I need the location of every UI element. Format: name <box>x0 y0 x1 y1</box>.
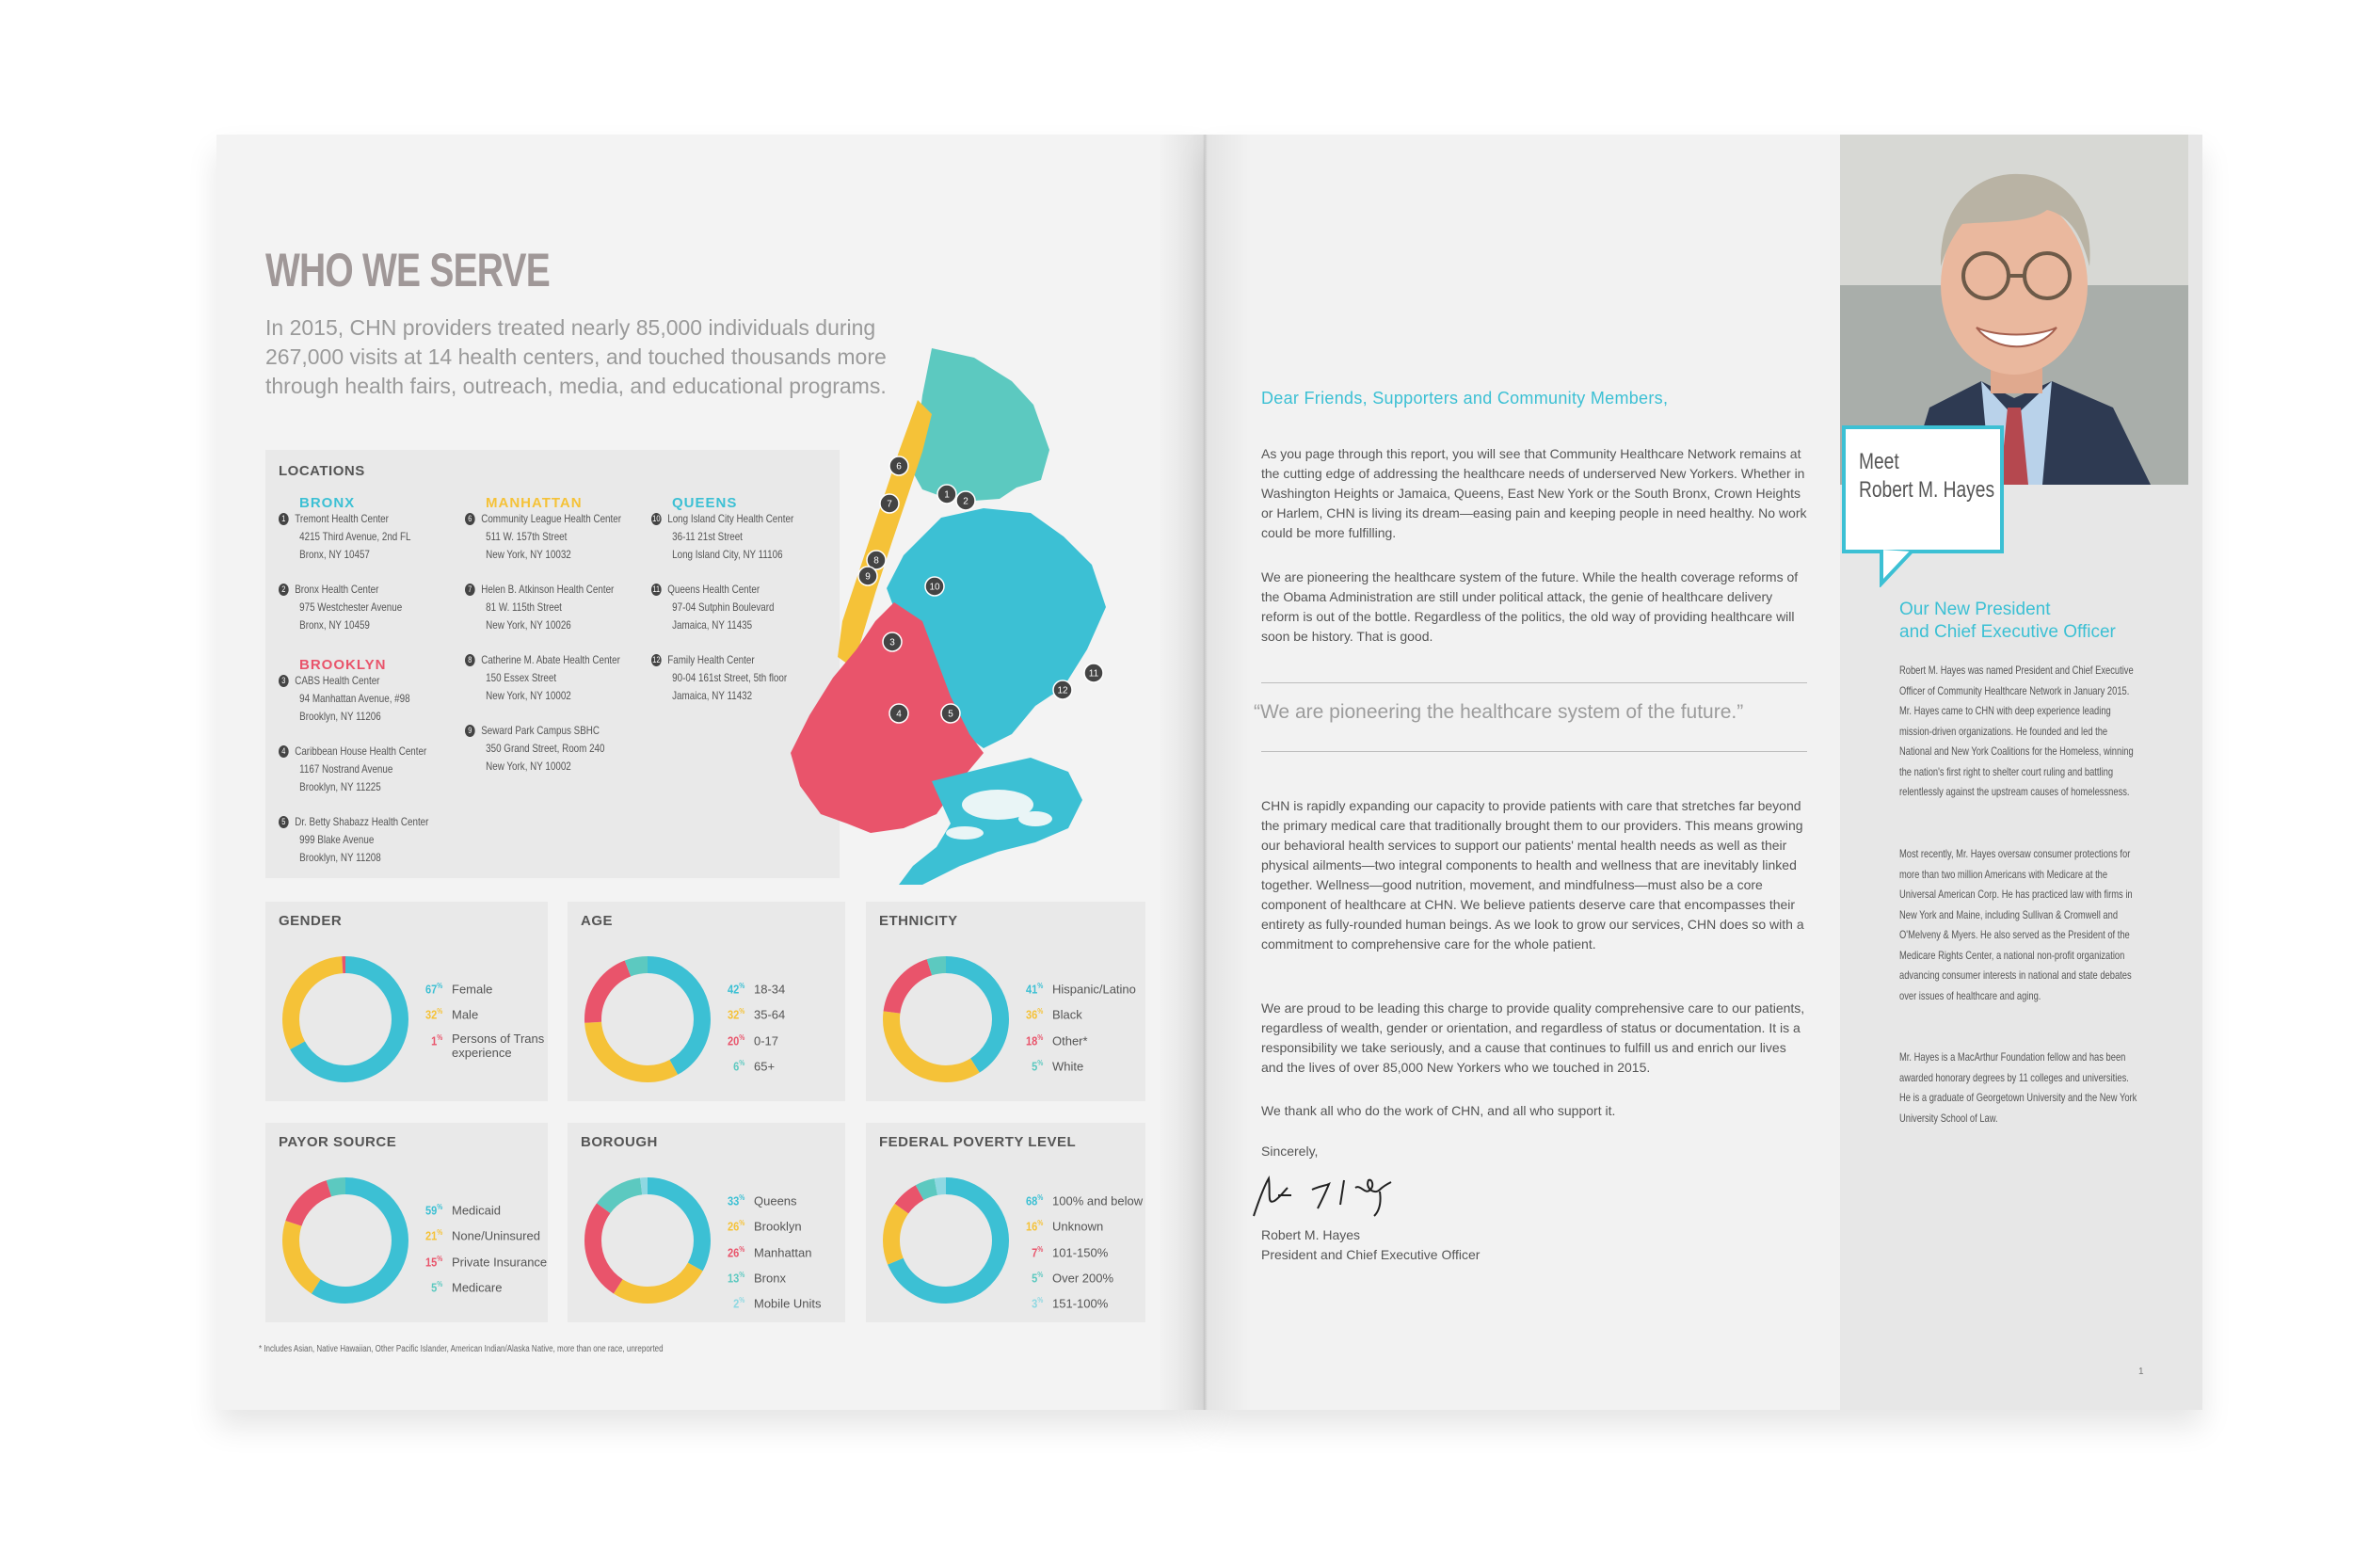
location-address-line: New York, NY 10002 <box>486 689 571 702</box>
legend-label: Manhattan <box>754 1244 812 1259</box>
legend-item <box>1024 1289 1143 1315</box>
callout-line-2: Robert M. Hayes <box>1859 477 1995 503</box>
location-address-line: Brooklyn, NY 11206 <box>299 710 381 723</box>
legend-label: Female <box>452 982 493 997</box>
map-marker-label: 5 <box>948 709 953 720</box>
legend-label: Black <box>1052 1007 1082 1022</box>
location-name: Community League Health Center <box>481 512 621 525</box>
legend-label: Unknown <box>1052 1219 1104 1234</box>
map-marker-label: 10 <box>929 582 940 593</box>
legend-label: Other* <box>1052 1032 1088 1048</box>
legend-label: Private Insurance <box>452 1254 548 1269</box>
sidebar-paragraph-1: Robert M. Hayes was named President and Chief Executive Officer of Community Healthcare Network in January 2015. Mr. Hayes came to CHN with deep experience leading mission-driven organizations. He founded and led the National and New York Coalitions for the Homeless, winning the nation's first right to shelter court ruling and battling relentlessly against the upstream causes of homelessness. <box>1899 664 2134 798</box>
location-address-line: 975 Westchester Avenue <box>299 600 403 614</box>
legend-value: 1% <box>431 1032 443 1048</box>
legend-label: 100% and below <box>1052 1193 1144 1208</box>
location-entry <box>465 510 621 564</box>
location-number: 12 <box>652 655 661 664</box>
location-name: CABS Health Center <box>295 674 380 687</box>
location-number: 4 <box>279 745 289 758</box>
location-address-line: Jamaica, NY 11432 <box>672 689 753 702</box>
location-address-line: 36-11 21st Street <box>672 530 743 543</box>
stat-box-ethnicity <box>866 902 1145 1101</box>
map-marker-label: 8 <box>873 555 879 567</box>
location-number: 10 <box>652 514 661 523</box>
legend-label: Mobile Units <box>754 1296 822 1311</box>
legend-item <box>424 1222 547 1247</box>
signer-title: President and Chief Executive Officer <box>1261 1247 1481 1262</box>
legend-item <box>726 1052 785 1078</box>
location-name: Catherine M. Abate Health Center <box>481 653 620 666</box>
location-number: 1 <box>279 513 289 525</box>
location-number: 7 <box>465 584 475 596</box>
locations-heading: LOCATIONS <box>279 463 365 479</box>
location-entry <box>279 813 428 867</box>
location-name: Bronx Health Center <box>295 583 379 596</box>
location-number: 2 <box>279 584 289 596</box>
donut-chart-gender <box>275 949 416 1090</box>
legend-value: 68% <box>1025 1193 1044 1208</box>
letter-paragraph-2: We are pioneering the healthcare system of the future. While the health coverage reforms of the Obama Administration are still under political attack, the genie of healthcare delivery reform is out of the bottle. Regardless of the politics, the old way of providing healthcare will soon be history. That is good. <box>1261 569 1799 644</box>
map-marker-label: 3 <box>889 637 895 648</box>
location-entry <box>651 651 787 705</box>
location-address-line: 90-04 161st Street, 5th floor <box>672 671 788 684</box>
legend-item <box>424 1000 555 1026</box>
chart-legend <box>726 975 785 1078</box>
stat-title: FEDERAL POVERTY LEVEL <box>879 1134 1077 1150</box>
location-name: Dr. Betty Shabazz Health Center <box>295 815 429 828</box>
location-address-line: 999 Blake Avenue <box>299 833 375 846</box>
location-entry <box>651 510 793 564</box>
location-address-line: 150 Essex Street <box>486 671 557 684</box>
map-marker-label: 7 <box>887 499 892 510</box>
quote-rule-top <box>1261 682 1807 683</box>
location-number: 9 <box>465 725 475 737</box>
legend-label: Over 200% <box>1052 1271 1114 1286</box>
map-marker-label: 4 <box>896 709 902 720</box>
location-name: Tremont Health Center <box>295 512 389 525</box>
location-address-line: 94 Manhattan Avenue, #98 <box>299 692 410 705</box>
legend-label: Medicaid <box>452 1203 502 1218</box>
stat-title: ETHNICITY <box>879 913 958 929</box>
map-marker-label: 1 <box>944 489 950 501</box>
location-number: 11 <box>652 584 661 594</box>
location-entry <box>279 510 411 564</box>
location-address-line: New York, NY 10002 <box>486 760 571 773</box>
donut-chart-ethnicity <box>875 949 1016 1090</box>
location-entry <box>279 672 410 726</box>
legend-item <box>1024 1212 1143 1238</box>
letter-salutation: Dear Friends, Supporters and Community Members, <box>1261 389 1669 408</box>
map-marker-label: 11 <box>1088 668 1099 680</box>
legend-value: 20% <box>727 1032 745 1048</box>
legend-value: 33% <box>727 1193 745 1208</box>
location-number: 3 <box>279 675 289 687</box>
legend-label: 0-17 <box>754 1032 779 1048</box>
stat-title: PAYOR SOURCE <box>279 1134 397 1150</box>
letter-paragraph-3: CHN is rapidly expanding our capacity to provide patients with care that stretches far beyond the primary medical care that traditionally brought them to our providers. This means growing our behavioral health services to support our patients' mental health needs as well as their physical ailments—two integral components to health and wellness that are inevitably linked together. Wellness—good nutrition, movement, and mindfulness—must also be a core component of healthcare at CHN. We believe patients deserve care that encompasses their entirety as fully-rounded human beings. As we look to grow our services, CHN does so with a commitment to comprehensive care for the whole patient. <box>1261 798 1804 952</box>
legend-value: 2% <box>733 1296 745 1311</box>
legend-item <box>726 1000 785 1026</box>
legend-item <box>726 1289 822 1315</box>
location-address-line: 97-04 Sutphin Boulevard <box>672 600 775 614</box>
letter-closing: Sincerely, <box>1261 1144 1319 1159</box>
location-name: Queens Health Center <box>667 583 760 596</box>
legend-value: 15% <box>424 1254 443 1269</box>
legend-item <box>726 1027 785 1052</box>
footnote: * Includes Asian, Native Hawaiian, Other Pacific Islander, American Indian/Alaska Native, more than one race, unreported <box>259 1344 664 1354</box>
legend-value: 16% <box>1025 1219 1044 1234</box>
borough-heading: BROOKLYN <box>299 657 387 673</box>
borough-heading: QUEENS <box>672 495 738 511</box>
location-address-line: 511 W. 157th Street <box>486 530 568 543</box>
location-address-line: 1167 Nostrand Avenue <box>299 762 393 776</box>
stat-title: AGE <box>581 913 614 929</box>
legend-value: 3% <box>1032 1296 1044 1311</box>
legend-item <box>726 1264 822 1289</box>
chart-legend <box>1024 1187 1143 1316</box>
location-address-line: 350 Grand Street, Room 240 <box>486 742 605 755</box>
sidebar-heading-line-2: and Chief Executive Officer <box>1899 622 2116 642</box>
stat-box-payor <box>265 1123 548 1322</box>
legend-value: 42% <box>727 982 745 997</box>
stat-box-age <box>568 902 845 1101</box>
legend-label: Persons of Trans experience <box>452 1031 545 1060</box>
legend-label: 35-64 <box>754 1007 786 1022</box>
letter-paragraph-1: As you page through this report, you will see that Community Healthcare Network remains at the cutting edge of addressing the healthcare needs of underserved New Yorkers. Whether in Washington Heights or Jamaica, Queens, East New York or the South Bronx, Crown Heights or Harlem, CHN is living its dream—easing pain and keeping people in need healthy. No work could be more fulfilling. <box>1261 446 1807 540</box>
location-entry <box>279 743 426 796</box>
legend-value: 18% <box>1025 1032 1044 1048</box>
legend-value: 41% <box>1025 982 1044 997</box>
borough-heading: MANHATTAN <box>486 495 583 511</box>
legend-value: 26% <box>727 1244 745 1259</box>
map-marker-label: 6 <box>896 461 902 472</box>
letter-paragraph-5: We thank all who do the work of CHN, and all who support it. <box>1261 1103 1616 1118</box>
chart-legend <box>726 1187 822 1316</box>
location-name: Helen B. Atkinson Health Center <box>481 583 615 596</box>
map-marker-label: 12 <box>1057 685 1068 696</box>
legend-label: White <box>1052 1059 1084 1074</box>
legend-item <box>1024 1187 1143 1212</box>
location-address-line: New York, NY 10026 <box>486 618 571 632</box>
sidebar-paragraph-2: Most recently, Mr. Hayes oversaw consumer protections for more than two million Americans with Medicare at the Universal American Corp. He has practiced law with firms in New York and Maine, including Sullivan & Cromwell and O'Melveny & Myers. He also served as the President of the Medicare Rights Center, a national non-profit organization advancing consumer interests in national and state debates over issues of healthcare and aging. <box>1899 847 2133 1002</box>
location-name: Long Island City Health Center <box>667 512 794 525</box>
location-entry <box>465 581 614 634</box>
location-address-line: 81 W. 115th Street <box>486 600 562 614</box>
location-name: Caribbean House Health Center <box>295 744 427 758</box>
quote-rule-bottom <box>1261 751 1807 752</box>
donut-chart-borough <box>577 1170 718 1311</box>
letter-paragraph-4: We are proud to be leading this charge to provide quality comprehensive care to our patients, regardless of wealth, gender or orientation, and regardless of status or documentation. It is a responsibility we take seriously, and a cause that continues to fulfill us and enrich our lives and the lives of over 85,000 New Yorkers who we touched in 2015. <box>1261 1000 1805 1075</box>
legend-item <box>1024 1052 1136 1078</box>
stat-box-borough <box>568 1123 845 1322</box>
legend-value: 36% <box>1025 1007 1044 1022</box>
legend-value: 67% <box>424 982 443 997</box>
location-address-line: Bronx, NY 10459 <box>299 618 370 632</box>
sidebar-heading <box>1899 599 2116 644</box>
map-bronx <box>913 348 1049 501</box>
legend-item <box>424 975 555 1000</box>
legend-label: Male <box>452 1007 479 1022</box>
meet-callout <box>1842 425 2004 553</box>
legend-value: 5% <box>1032 1058 1044 1074</box>
signature <box>1250 1167 1429 1224</box>
donut-chart-fpl <box>875 1170 1016 1311</box>
legend-label: 101-150% <box>1052 1244 1109 1259</box>
legend-item <box>424 1248 547 1273</box>
intro-text: In 2015, CHN providers treated nearly 85,000 individuals during 267,000 visits at 14 health centers, and touched thousands more through health fairs, outreach, media, and educational programs. <box>265 315 887 398</box>
stat-box-gender <box>265 902 548 1101</box>
page-title: WHO WE SERVE <box>265 244 550 296</box>
stat-box-fpl <box>866 1123 1145 1322</box>
legend-value: 13% <box>727 1270 745 1286</box>
location-address-line: Jamaica, NY 11435 <box>672 618 753 632</box>
location-entry <box>651 581 774 634</box>
legend-value: 26% <box>727 1219 745 1234</box>
map-marker-label: 9 <box>865 571 871 583</box>
location-entry <box>279 581 402 634</box>
legend-item <box>1024 1239 1143 1264</box>
legend-label: Brooklyn <box>754 1219 802 1234</box>
legend-item <box>424 1196 547 1222</box>
sidebar-paragraph-3: Mr. Hayes is a MacArthur Foundation fellow and has been awarded honorary degrees by 11 colleges and universities. He is a graduate of Georgetown University and the New York University School of Law. <box>1899 1050 2137 1125</box>
legend-item <box>726 1187 822 1212</box>
location-address-line: Brooklyn, NY 11208 <box>299 851 381 864</box>
borough-heading: BRONX <box>299 495 356 511</box>
legend-item <box>1024 1027 1136 1052</box>
signer-name: Robert M. Hayes <box>1261 1227 1361 1242</box>
nyc-map <box>781 339 1176 894</box>
legend-item <box>1024 1000 1136 1026</box>
legend-value: 7% <box>1032 1244 1044 1259</box>
legend-value: 5% <box>1032 1270 1044 1286</box>
callout-line-1: Meet <box>1859 449 1899 474</box>
location-address-line: Brooklyn, NY 11225 <box>299 780 381 793</box>
legend-label: Hispanic/Latino <box>1052 982 1136 997</box>
sidebar-heading-line-1: Our New President <box>1899 600 2051 619</box>
stat-title: GENDER <box>279 913 343 929</box>
location-name: Family Health Center <box>667 653 755 666</box>
legend-label: 65+ <box>754 1059 776 1074</box>
chart-legend <box>1024 975 1136 1078</box>
location-number: 8 <box>465 654 475 666</box>
location-address-line: New York, NY 10032 <box>486 548 571 561</box>
legend-value: 6% <box>733 1058 745 1074</box>
legend-item <box>1024 975 1136 1000</box>
donut-chart-age <box>577 949 718 1090</box>
donut-chart-payor <box>275 1170 416 1311</box>
legend-value: 32% <box>727 1007 745 1022</box>
legend-item <box>726 1239 822 1264</box>
legend-item <box>424 1273 547 1299</box>
location-address-line: Long Island City, NY 11106 <box>672 548 783 561</box>
callout-pointer <box>1880 550 1927 587</box>
legend-value: 59% <box>424 1203 443 1218</box>
location-number: 6 <box>465 513 475 525</box>
legend-item <box>424 1027 555 1060</box>
legend-label: Medicare <box>452 1280 503 1295</box>
page-number: 1 <box>2138 1367 2144 1377</box>
map-marker-label: 2 <box>963 496 968 507</box>
location-name: Seward Park Campus SBHC <box>481 724 600 737</box>
legend-item <box>1024 1264 1143 1289</box>
locations-box <box>265 450 840 878</box>
location-address-line: Bronx, NY 10457 <box>299 548 370 561</box>
legend-label: 18-34 <box>754 982 786 997</box>
location-entry <box>465 651 620 705</box>
legend-value: 5% <box>431 1279 443 1295</box>
chart-legend <box>424 975 555 1060</box>
legend-label: None/Uninsured <box>452 1228 540 1243</box>
legend-value: 32% <box>424 1007 443 1022</box>
location-address-line: 4215 Third Avenue, 2nd FL <box>299 530 411 543</box>
location-entry <box>465 722 604 776</box>
legend-label: 151-100% <box>1052 1296 1109 1311</box>
pull-quote: “We are pioneering the healthcare system of the future.” <box>1254 701 1744 723</box>
legend-label: Bronx <box>754 1271 786 1286</box>
legend-label: Queens <box>754 1193 797 1208</box>
legend-item <box>726 975 785 1000</box>
legend-value: 21% <box>424 1228 443 1243</box>
stat-title: BOROUGH <box>581 1134 658 1150</box>
chart-legend <box>424 1196 547 1299</box>
legend-item <box>726 1212 822 1238</box>
location-number: 5 <box>279 816 289 828</box>
